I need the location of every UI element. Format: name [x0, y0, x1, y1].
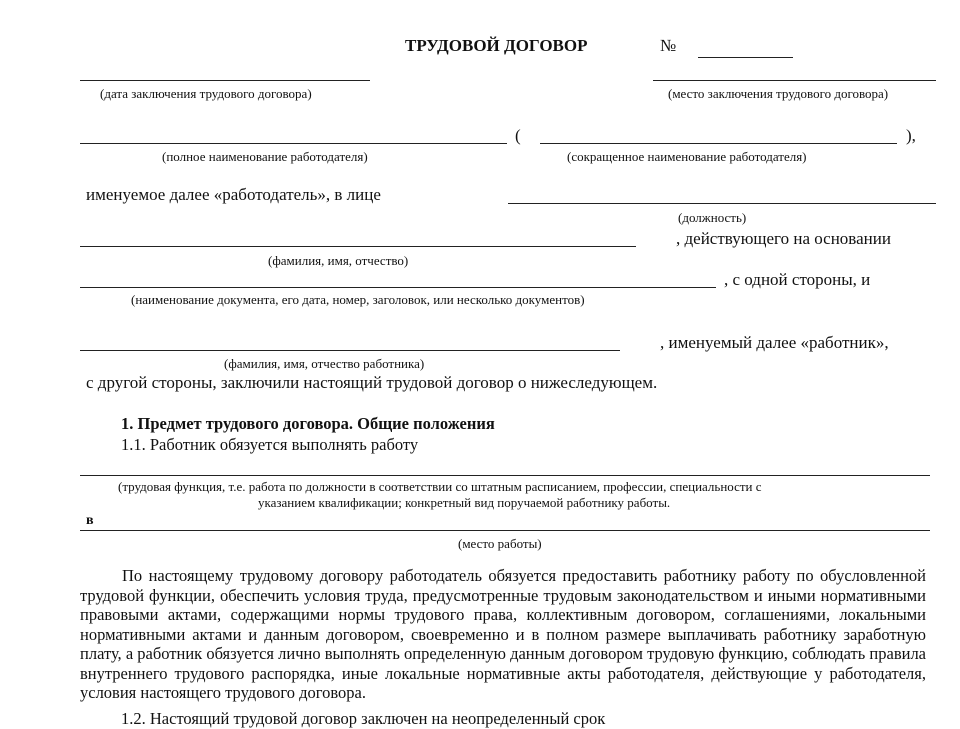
labor-function-caption-1: (трудовая функция, т.е. работа по должности в соответствии со штатным расписанием, профессии, специальности с — [118, 479, 762, 494]
employer-short-caption: (сокращенное наименование работодателя) — [567, 149, 807, 164]
document-caption: (наименование документа, его дата, номер, заголовок, или несколько документов) — [131, 292, 585, 307]
section-1-title: 1. Предмет трудового договора. Общие положения — [121, 414, 495, 433]
item-1-2: 1.2. Настоящий трудовой договор заключен на неопределенный срок — [121, 709, 606, 728]
number-label: № — [660, 36, 677, 55]
position-field-line — [508, 203, 936, 204]
place-field-line — [653, 80, 936, 81]
fio-caption: (фамилия, имя, отчество) — [268, 253, 409, 268]
open-paren: ( — [515, 126, 521, 145]
in-label: в — [86, 513, 94, 528]
named-employer-text: именуемое далее «работодатель», в лице — [86, 185, 381, 204]
labor-function-caption-2: указанием квалификации; конкретный вид поручаемой работнику работы. — [258, 495, 671, 510]
date-field-line — [80, 80, 370, 81]
workplace-caption: (место работы) — [458, 536, 542, 551]
date-caption: (дата заключения трудового договора) — [100, 86, 312, 101]
document-field-line — [80, 287, 716, 288]
main-paragraph: По настоящему трудовому договору работодатель обязуется предоставить работнику работу по обусловленной трудовой функции, обеспечить условия труда, предусмотренные трудовым законодательством и иными нормативными правовыми актами, содержащими нормы трудового права, коллективным договором, соглашениями, локальными нормативными актами и данным договором, своевременно и в полном размере выплачивать работнику заработную плату, а работник обязуется лично выполнять определенную данным договором трудовую функцию, соблюдать правила внутреннего трудового распорядка, иные локальные нормативные акты работодателя, действующие у работодателя, условия настоящего трудового договора. — [80, 566, 926, 702]
named-worker-text: , именуемый далее «работник», — [660, 333, 889, 352]
one-side-text: , с одной стороны, и — [724, 270, 871, 289]
worker-fio-line — [80, 350, 620, 351]
fio-field-line — [80, 246, 636, 247]
employer-short-line — [540, 143, 897, 144]
labor-function-line — [80, 475, 930, 476]
workplace-line — [80, 530, 930, 531]
place-caption: (место заключения трудового договора) — [668, 86, 889, 101]
item-1-1: 1.1. Работник обязуется выполнять работу — [121, 435, 419, 454]
worker-fio-caption: (фамилия, имя, отчество работника) — [224, 356, 425, 371]
position-caption: (должность) — [678, 210, 747, 225]
number-field-line — [698, 57, 793, 58]
other-side-text: с другой стороны, заключили настоящий трудовой договор о нижеследующем. — [86, 373, 658, 392]
employer-full-caption: (полное наименование работодателя) — [162, 149, 368, 164]
acting-basis-text: , действующего на основании — [676, 229, 891, 248]
document-title: ТРУДОВОЙ ДОГОВОР — [405, 36, 588, 55]
close-paren: ), — [906, 126, 916, 145]
employer-full-line — [80, 143, 507, 144]
